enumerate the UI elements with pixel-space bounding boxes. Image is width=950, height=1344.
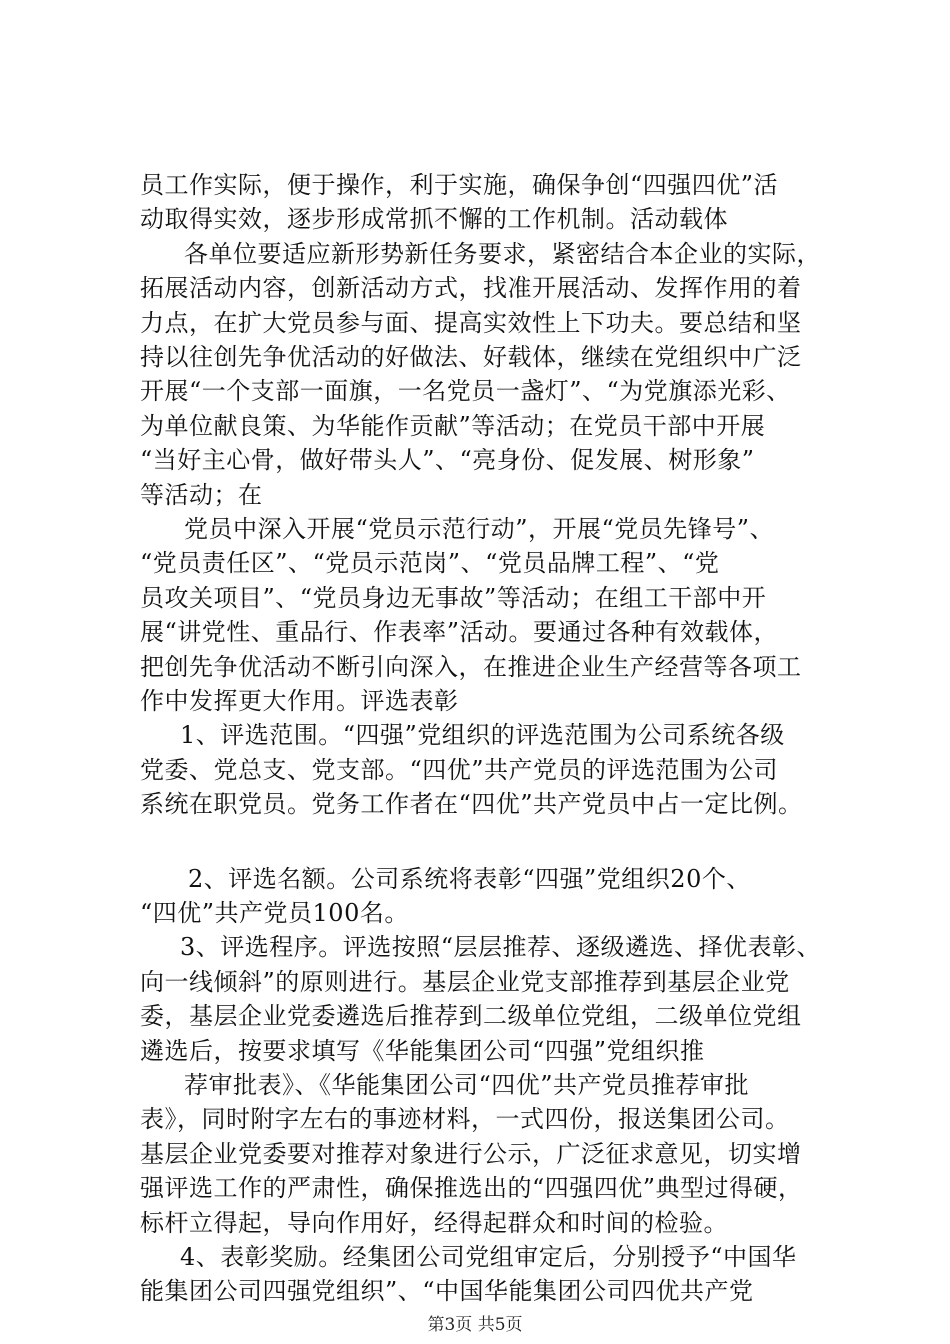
paragraph-line: 党委、党总支、党支部。“四优”共产党员的评选范围为公司 [140, 755, 779, 784]
paragraph-line: 各单位要适应新形势新任务要求，紧密结合本企业的实际， [184, 239, 821, 268]
paragraph-line: 持以往创先争优活动的好做法、好载体，继续在党组织中广泛 [140, 343, 802, 371]
page-number: 第3页 共5页 [427, 1315, 523, 1335]
paragraph-line: 党员中深入开展“党员示范行动”，开展“党员先锋号”、 [184, 515, 775, 543]
paragraph-line: 基层企业党委要对推荐对象进行公示，广泛征求意见，切实增 [140, 1139, 802, 1168]
paragraph-line: 动取得实效，逐步形成常抓不懈的工作机制。活动载体 [140, 205, 728, 234]
paragraph-line: “党员责任区”、“党员示范岗”、“党员品牌工程”、“党 [140, 549, 720, 578]
paragraph-line: 员攻关项目”、“党员身边无事故”等活动；在组工干部中开 [140, 583, 767, 612]
paragraph-line: “四优”共产党员100名。 [140, 899, 409, 927]
paragraph-line: 开展“一个支部一面旗，一名党员一盏灯”、“为党旗添光彩、 [140, 377, 791, 406]
paragraph-line: 把创先争优活动不断引向深入，在推进企业生产经营等各项工 [140, 652, 802, 681]
paragraph-line: 荐审批表》、《华能集团公司“四优”共产党员推荐审批 [184, 1071, 750, 1099]
paragraph-line: 能集团公司四强党组织”、“中国华能集团公司四优共产党 [140, 1277, 754, 1306]
paragraph-line: 委，基层企业党委遴选后推荐到二级单位党组，二级单位党组 [140, 1002, 802, 1031]
paragraph-line: 表》，同时附字左右的事迹材料，一式四份，报送集团公司。 [140, 1105, 790, 1134]
paragraph-line: 3、评选程序。评选按照“层层推荐、逐级遴选、择优表彰、 [180, 933, 822, 962]
paragraph-line: 系统在职党员。党务工作者在“四优”共产党员中占一定比例。 [140, 790, 803, 819]
paragraph-line: 为单位献良策、为华能作贡献”等活动；在党员干部中开展 [140, 411, 766, 440]
paragraph-line: 2、评选名额。公司系统将表彰“四强”党组织20个、 [188, 864, 751, 893]
paragraph-line: 遴选后，按要求填写《华能集团公司“四强”党组织推 [140, 1036, 705, 1065]
paragraph-line: 作中发挥更大作用。评选表彰 [140, 687, 459, 715]
paragraph-line: 展“讲党性、重品行、作表率”活动。要通过各种有效载体， [140, 618, 779, 647]
paragraph-line: 1、评选范围。“四强”党组织的评选范围为公司系统各级 [180, 721, 785, 750]
paragraph-line: 4、表彰奖励。经集团公司党组审定后，分别授予“中国华 [180, 1243, 797, 1271]
paragraph-line: 拓展活动内容，创新活动方式，找准开展活动、发挥作用的着 [140, 274, 802, 303]
paragraph-line: 向一线倾斜”的原则进行。基层企业党支部推荐到基层企业党 [140, 967, 790, 996]
paragraph-line: 等活动；在 [140, 480, 263, 509]
paragraph-line: 标杆立得起，导向作用好，经得起群众和时间的检验。 [140, 1208, 728, 1237]
paragraph-line: 员工作实际，便于操作，利于实施，确保争创“四强四优”活 [140, 171, 779, 199]
paragraph-line: 强评选工作的严肃性，确保推选出的“四强四优”典型过得硬， [140, 1174, 803, 1203]
paragraph-line: “当好主心骨，做好带头人”、“亮身份、促发展、树形象” [140, 446, 755, 475]
paragraph-line: 力点，在扩大党员参与面、提高实效性上下功夫。要总结和坚 [140, 308, 802, 337]
